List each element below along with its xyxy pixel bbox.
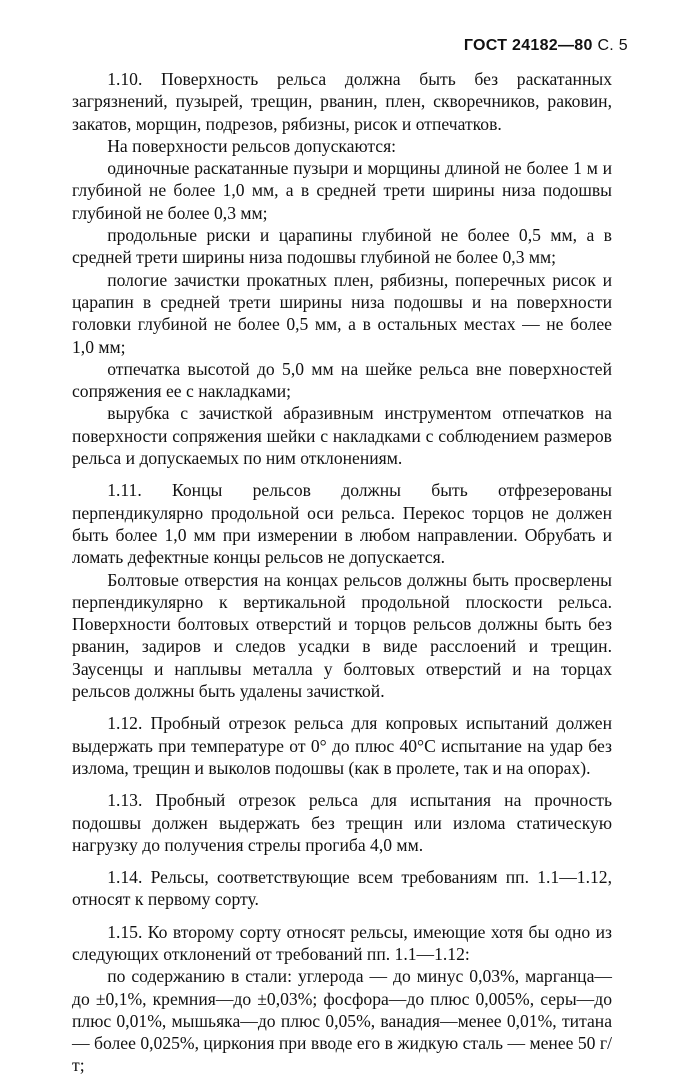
- clause-1-11-bolt-holes: Болтовые отверстия на концах рельсов должны быть просверлены перпендикулярно к вертикальной продольной плоскости рельса. Поверхности болтовых отверстий и торцов рельсов должны быть без рванин, задиров и следов усадки в виде расслоений и трещин. Заусенцы и наплывы металла у болтовых отверстий и на торцах рельсов должны быть удалены зачисткой.: [72, 569, 612, 702]
- permitted-item-imprints: отпечатка высотой до 5,0 мм на шейке рельса вне поверхностей сопряжения ее с накладками;: [72, 358, 612, 402]
- permitted-item-scratches: продольные риски и царапины глубиной не более 0,5 мм, а в средней трети ширины низа подошвы глубиной не более 0,3 мм;: [72, 225, 612, 268]
- clause-1-11: 1.11. Концы рельсов должны быть отфрезерованы перпендикулярно продольной оси рельса. Перекос торцов не должен быть более 1,0 мм при измерении в любом направлении. Обрубать и ломать дефектные концы рельсов не допускается.: [72, 480, 612, 568]
- clause-1-12: 1.12. Пробный отрезок рельса для копровых испытаний должен выдержать при температуре от 0° до плюс 40°С испытание на удар без излома, трещин и выколов подошвы (как в пролете, так и на опорах).: [72, 713, 612, 778]
- clause-1-15: 1.15. Ко второму сорту относят рельсы, имеющие хотя бы одно из следующих отклонений от требований пп. 1.1—1.12:: [72, 921, 612, 964]
- clause-1-13: 1.13. Пробный отрезок рельса для испытания на прочность подошвы должен выдержать без трещин или излома статическую нагрузку до получения стрелы прогиба 4,0 мм.: [72, 790, 612, 855]
- document-body: [72, 68, 612, 1077]
- permitted-item-chipping: вырубка с зачисткой абразивным инструментом отпечатков на поверхности сопряжения шейки с накладками с соблюдением размеров рельса и допускаемых по ним отклонениям.: [72, 403, 612, 469]
- standard-number: ГОСТ 24182—80: [463, 37, 593, 54]
- permitted-item-blisters: одиночные раскатанные пузыри и морщины длиной не более 1 м и глубиной не более 1,0 мм, а в средней трети ширины низа подошвы глубиной не более 0,3 мм;: [72, 158, 612, 223]
- permitted-intro: На поверхности рельсов допускаются:: [107, 135, 397, 156]
- clause-1-10: 1.10. Поверхность рельса должна быть без раскатанных загрязнений, пузырей, трещин, рванин, плен, скворечников, раковин, закатов, морщин, подрезов, рябизны, рисок и отпечатков.: [72, 69, 612, 134]
- clause-1-14: 1.14. Рельсы, соответствующие всем требованиям пп. 1.1—1.12, относят к первому сорту.: [72, 867, 612, 910]
- clause-1-15-steel-content: по содержанию в стали: углерода — до минус 0,03%, марганца—до ±0,1%, кремния—до ±0,03%; фосфора—до плюс 0,005%, серы—до плюс 0,01%, мышьяка—до плюс 0,05%, ванадия—менее 0,01%, титана — более 0,025%, циркония при вводе его в жидкую сталь — менее 50 г/т;: [72, 966, 612, 1076]
- page-number: С. 5: [597, 37, 628, 54]
- permitted-item-cleanings: пологие зачистки прокатных плен, рябизны, поперечных рисок и царапин в средней трети ширины низа подошвы и на поверхности головки глубиной не более 0,5 мм, а в остальных местах — не более 1,0 мм;: [72, 269, 612, 357]
- page-header: [464, 37, 628, 55]
